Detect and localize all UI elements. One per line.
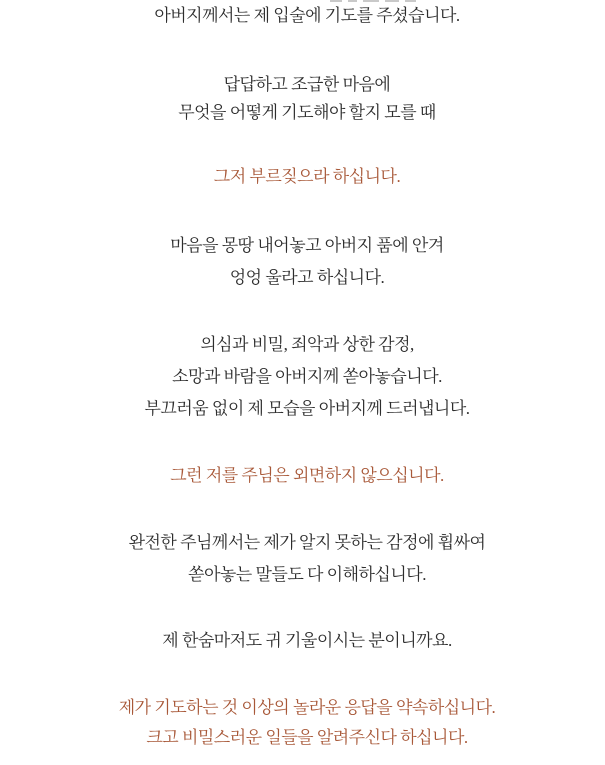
- text-line: 답답하고 조급한 마음에: [223, 75, 391, 94]
- clipped-line-fragment: [330, 0, 430, 3]
- text-line: 쏟아놓는 말들도 다 이해하십니다.: [188, 565, 426, 584]
- text-line: 마음을 몽땅 내어놓고 아버지 품에 안겨: [170, 236, 444, 255]
- text-line: 소망과 바람을 아버지께 쏟아놓습니다.: [172, 367, 442, 386]
- text-line: 완전한 주님께서는 제가 알지 못하는 감정에 휩싸여: [128, 533, 486, 552]
- text-line: 엉엉 울라고 하십니다.: [229, 268, 385, 287]
- accent-text-line: 그저 부르짖으라 하십니다.: [213, 167, 401, 186]
- accent-text-line: 그런 저를 주님은 외면하지 않으십니다.: [170, 466, 444, 485]
- accent-text-line: 크고 비밀스러운 일들을 알려주신다 하십니다.: [146, 728, 468, 747]
- text-line: 무엇을 어떻게 기도해야 할지 모를 때: [178, 103, 436, 122]
- text-line: 아버지께서는 제 입술에 기도를 주셨습니다.: [154, 6, 460, 25]
- text-line: 부끄러움 없이 제 모습을 아버지께 드러냅니다.: [144, 399, 470, 418]
- accent-text-line: 제가 기도하는 것 이상의 놀라운 응답을 약속하십니다.: [118, 698, 496, 717]
- text-line: 의심과 비밀, 죄악과 상한 감정,: [200, 335, 414, 354]
- text-line: 제 한숨마저도 귀 기울이시는 분이니까요.: [162, 631, 452, 650]
